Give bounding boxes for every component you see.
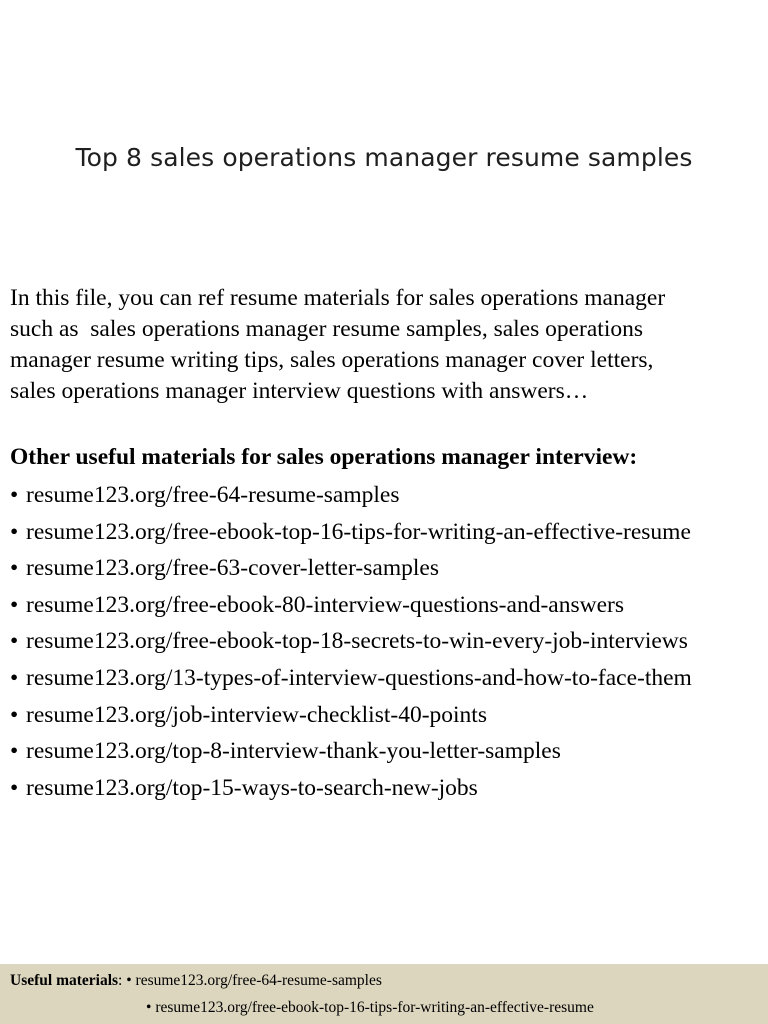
material-link[interactable]: resume123.org/free-ebook-top-16-tips-for-writing-an-effective-resume [26,518,691,545]
footer-label: Useful materials [10,972,119,989]
footer-bar [0,964,768,1024]
bullet-icon: • [10,518,19,545]
list-item [10,773,692,810]
material-link[interactable]: resume123.org/13-types-of-interview-questions-and-how-to-face-them [26,664,692,691]
list-item [10,480,692,517]
other-materials-heading: Other useful materials for sales operations manager interview: [10,444,638,470]
material-link[interactable]: resume123.org/top-15-ways-to-search-new-jobs [26,774,478,801]
bullet-icon: • [10,738,19,765]
bullet-icon: • [10,482,19,508]
intro-paragraph: In this file, you can ref resume materials for sales operations manager such as sales operations manager resume samples, sales operations manager resume writing tips, sales operations manager cover letters, sales operations manager interview questions with answers… [10,285,666,404]
bullet-icon: • [10,701,19,728]
footer-link[interactable]: resume123.org/free-64-resume-samples [135,972,382,989]
list-item [10,590,692,627]
material-link[interactable]: resume123.org/free-64-resume-samples [26,482,400,508]
material-link[interactable]: resume123.org/job-interview-checklist-40-points [26,701,487,728]
bullet-icon: • [146,999,152,1016]
bullet-icon: • [10,555,19,582]
bullet-icon: • [10,774,19,801]
materials-link-list [10,480,692,809]
bullet-icon: • [10,591,19,618]
list-item [10,663,692,700]
footer-row [146,999,594,1017]
bullet-icon: • [126,972,132,989]
material-link[interactable]: resume123.org/free-63-cover-letter-samples [26,555,439,582]
footer-row [10,972,382,990]
list-item [10,553,692,590]
list-item [10,700,692,737]
page-title: Top 8 sales operations manager resume samples [75,143,693,172]
list-item [10,626,692,663]
footer-link[interactable]: resume123.org/free-ebook-top-16-tips-for-writing-an-effective-resume [155,999,594,1016]
list-item [10,517,692,554]
footer-separator: : [118,972,127,989]
list-item [10,736,692,773]
material-link[interactable]: resume123.org/top-8-interview-thank-you-letter-samples [26,738,561,765]
bullet-icon: • [10,628,19,655]
material-link[interactable]: resume123.org/free-ebook-80-interview-questions-and-answers [26,591,624,618]
bullet-icon: • [10,664,19,691]
material-link[interactable]: resume123.org/free-ebook-top-18-secrets-to-win-every-job-interviews [26,628,688,655]
